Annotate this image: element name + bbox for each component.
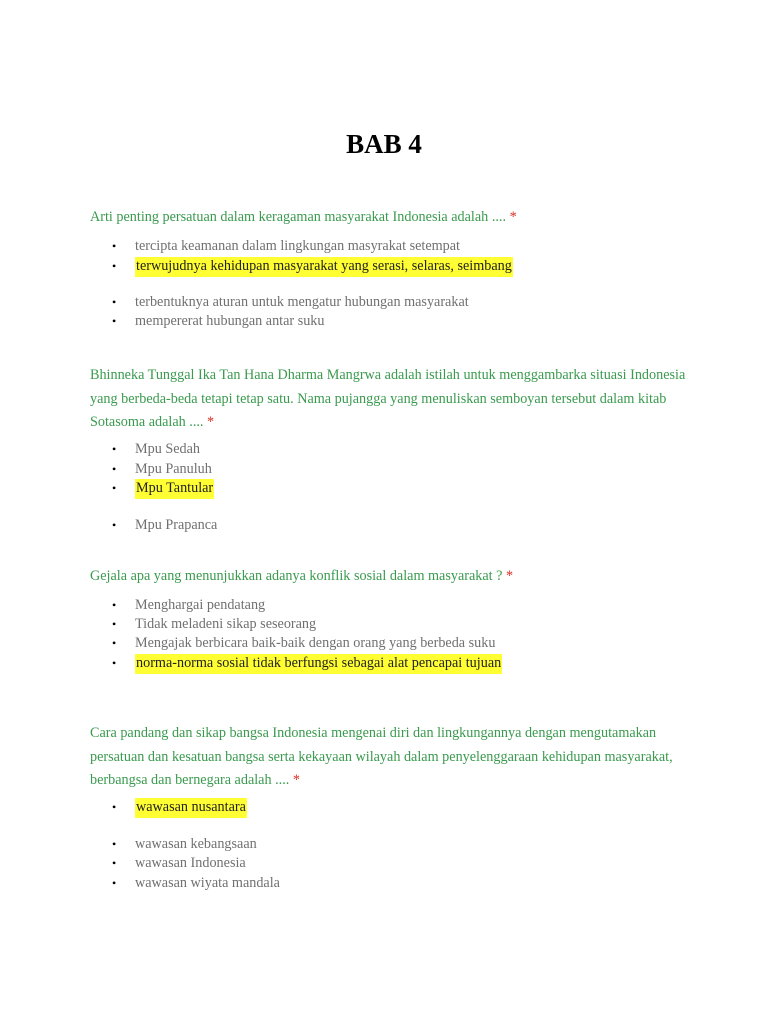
bullet-icon: • (112, 800, 117, 814)
option-text: wawasan nusantara (135, 798, 247, 818)
option-text: norma-norma sosial tidak berfungsi sebagai alat pencapai tujuan (135, 654, 502, 674)
bullet-icon: • (112, 636, 117, 650)
bullet-icon: • (112, 876, 117, 890)
option-text: mempererat hubungan antar suku (135, 313, 325, 329)
option-text: wawasan wiyata mandala (135, 875, 280, 891)
bullet-icon: • (112, 239, 117, 253)
option-text: terbentuknya aturan untuk mengatur hubungan masyarakat (135, 294, 469, 310)
question-1 (90, 206, 690, 230)
question-text: Gejala apa yang menunjukkan adanya konflik sosial dalam masyarakat ? (90, 568, 503, 584)
bullet-icon: • (112, 518, 117, 532)
required-asterisk: * (292, 772, 300, 788)
question-4 (90, 722, 690, 793)
option-text: Mpu Panuluh (135, 461, 212, 477)
option-text: Menghargai pendatang (135, 597, 266, 613)
question-text: Bhinneka Tunggal Ika Tan Hana Dharma Mangrwa adalah istilah untuk menggambarka situasi Indonesia yang berbeda-beda tetapi tetap satu. Nama pujangga yang menuliskan semboyan tersebut dalam kitab Sotasoma adalah .... (90, 367, 686, 430)
question-3 (90, 565, 690, 589)
question-2 (90, 364, 690, 435)
page-title: BAB 4 (346, 129, 422, 159)
bullet-icon: • (112, 598, 117, 612)
bullet-icon: • (112, 295, 117, 309)
bullet-icon: • (112, 837, 117, 851)
bullet-icon: • (112, 656, 117, 670)
option-text: wawasan Indonesia (135, 855, 246, 871)
required-asterisk: * (506, 568, 514, 584)
bullet-icon: • (112, 617, 117, 631)
question-text: Cara pandang dan sikap bangsa Indonesia mengenai diri dan lingkungannya dengan mengutamakan persatuan dan kesatuan bangsa serta kekayaan wilayah dalam penyelenggaraan kehidupan masyarakat, berbangsa dan bernegara adalah .... (90, 725, 673, 788)
option-text: Mpu Sedah (135, 441, 201, 457)
option-text: wawasan kebangsaan (135, 836, 257, 852)
bullet-icon: • (112, 259, 117, 273)
option-text: Mpu Tantular (135, 479, 214, 499)
option-text: Tidak meladeni sikap seseorang (135, 616, 317, 632)
option-text: terwujudnya kehidupan masyarakat yang serasi, selaras, seimbang (135, 257, 513, 277)
question-text: Arti penting persatuan dalam keragaman masyarakat Indonesia adalah .... (90, 209, 507, 225)
option-text: Mengajak berbicara baik-baik dengan orang yang berbeda suku (135, 635, 496, 651)
bullet-icon: • (112, 314, 117, 328)
required-asterisk: * (207, 414, 215, 430)
bullet-icon: • (112, 481, 117, 495)
required-asterisk: * (509, 209, 517, 225)
bullet-icon: • (112, 462, 117, 476)
option-text: tercipta keamanan dalam lingkungan masyrakat setempat (135, 238, 461, 254)
option-text: Mpu Prapanca (135, 517, 218, 533)
bullet-icon: • (112, 856, 117, 870)
bullet-icon: • (112, 442, 117, 456)
